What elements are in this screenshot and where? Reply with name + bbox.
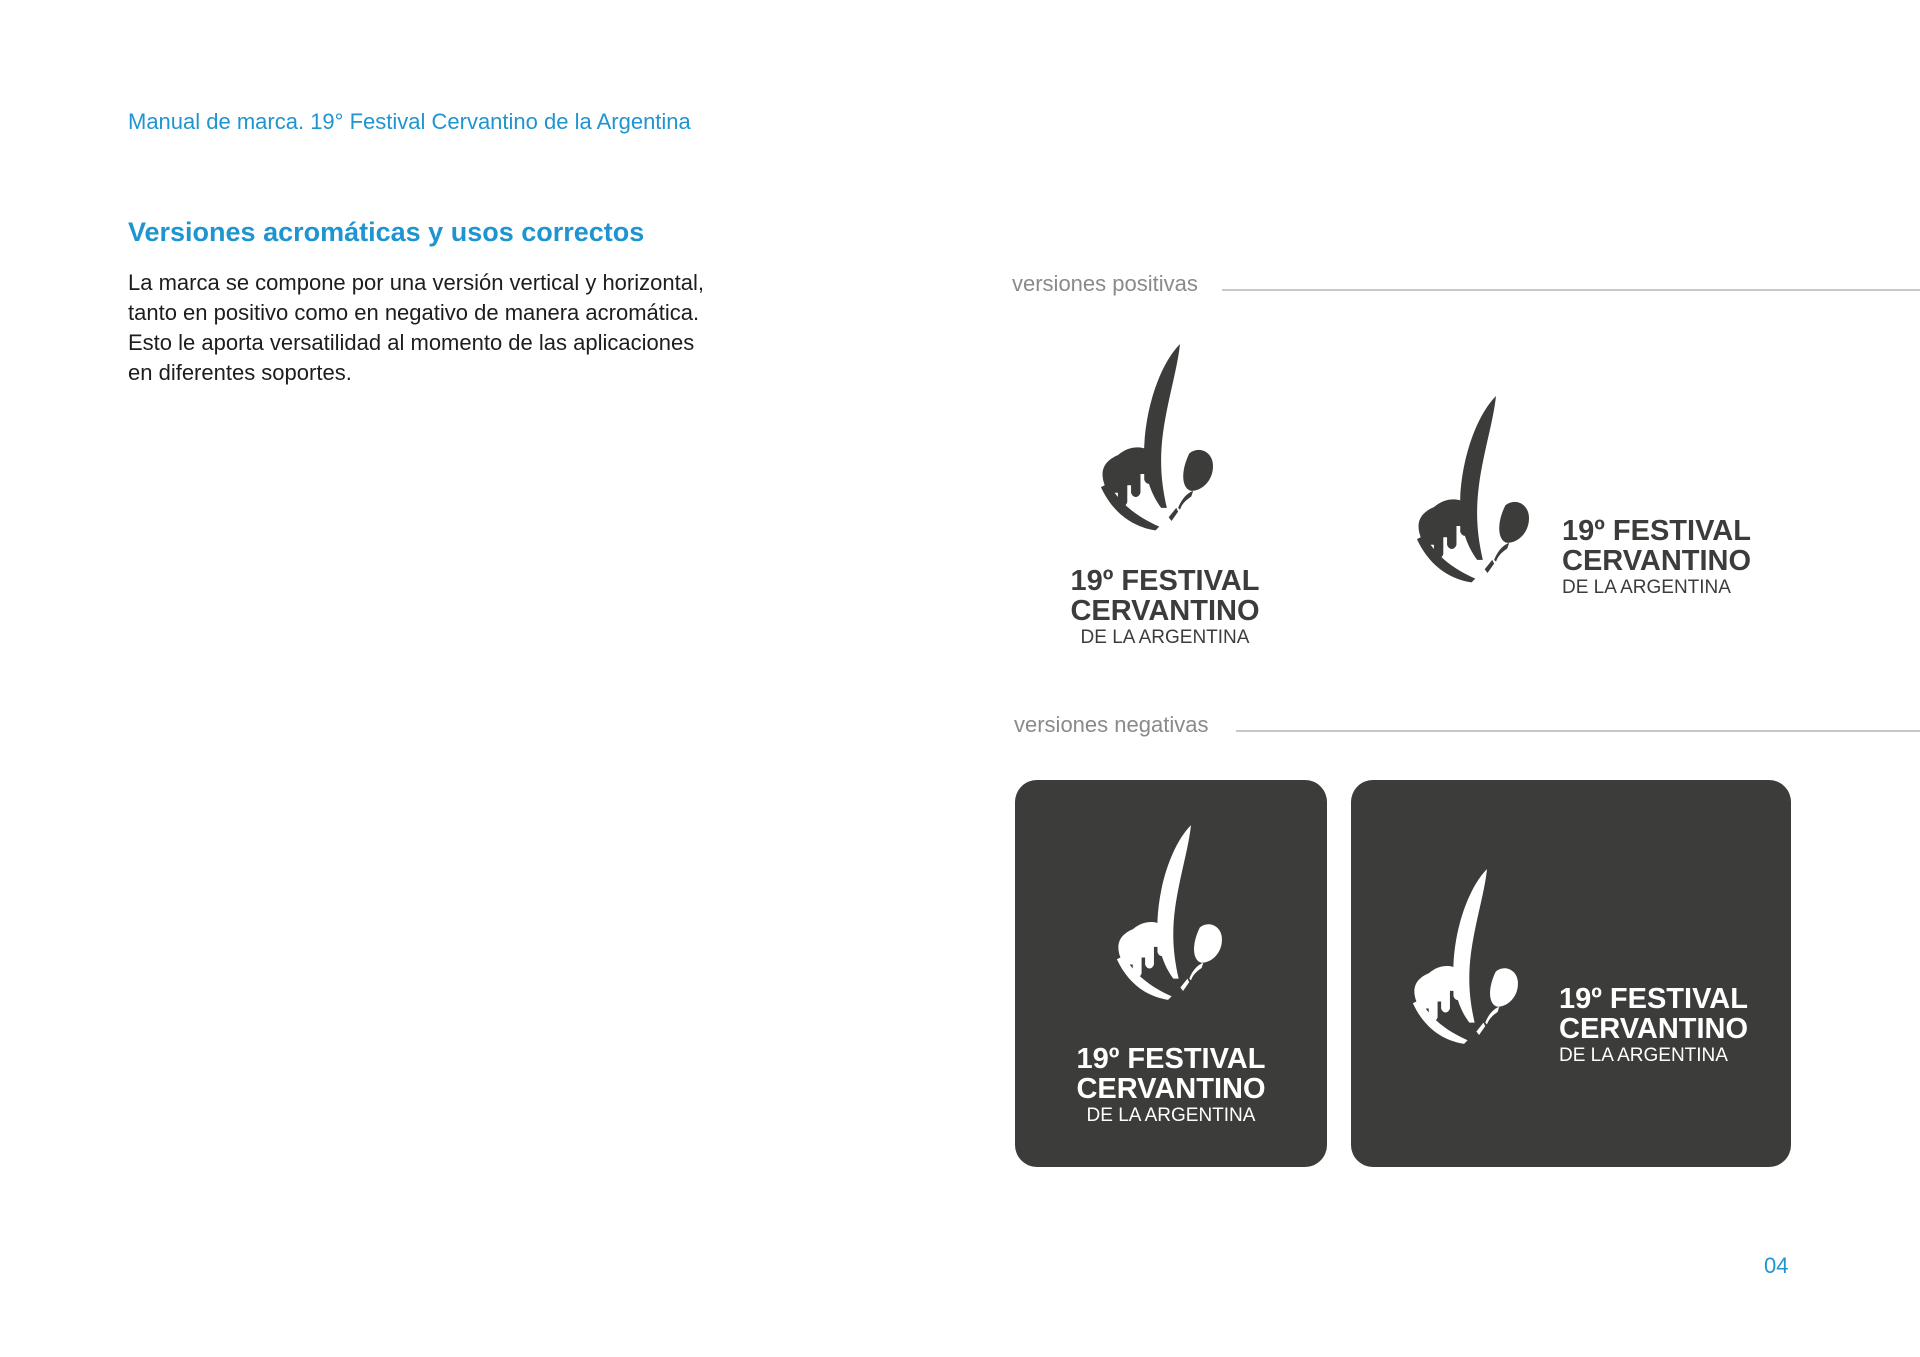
- logo-line-2: CERVANTINO: [1076, 1073, 1266, 1105]
- logo-negative-vertical-card: [1015, 780, 1327, 1167]
- body-paragraph: [128, 268, 768, 388]
- hand-holding-quill-icon: [1397, 860, 1547, 1060]
- logo-wordmark: [1015, 1044, 1327, 1128]
- logo-line-3: DE LA ARGENTINA: [1559, 1045, 1728, 1066]
- running-title: Manual de marca. 19° Festival Cervantino de la Argentina: [128, 109, 691, 134]
- positive-divider: [1222, 289, 1920, 291]
- page-number: 04: [1764, 1253, 1789, 1278]
- logo-line-3: DE LA ARGENTINA: [1080, 627, 1250, 648]
- negative-versions-label: versiones negativas: [1014, 712, 1209, 737]
- negative-divider: [1236, 730, 1920, 732]
- logo-negative-horizontal-card: [1351, 780, 1791, 1167]
- logo-line-2: CERVANTINO: [1559, 1013, 1749, 1045]
- logo-wordmark: [1040, 566, 1290, 650]
- logo-positive-horizontal: [1400, 380, 1760, 610]
- logo-line-2: CERVANTINO: [1562, 545, 1752, 577]
- logo-positive-vertical: [1040, 330, 1290, 660]
- body-line: Esto le aporta versatilidad al momento de las aplicaciones: [128, 330, 695, 355]
- logo-line-3: DE LA ARGENTINA: [1086, 1105, 1256, 1126]
- logo-line-1: 19º FESTIVAL: [1076, 1043, 1266, 1075]
- logo-line-2: CERVANTINO: [1070, 595, 1260, 627]
- logo-line-1: 19º FESTIVAL: [1070, 565, 1260, 597]
- section-title: Versiones acromáticas y usos correctos: [128, 217, 645, 247]
- logo-wordmark: [1559, 984, 1748, 1068]
- logo-line-1: 19º FESTIVAL: [1559, 983, 1748, 1015]
- logo-wordmark: [1562, 516, 1751, 600]
- logo-line-1: 19º FESTIVAL: [1562, 515, 1751, 547]
- body-line: La marca se compone por una versión vertical y horizontal,: [128, 270, 704, 295]
- body-line: en diferentes soportes.: [128, 360, 352, 385]
- hand-holding-quill-icon: [1400, 388, 1560, 598]
- body-line: tanto en positivo como en negativo de manera acromática.: [128, 300, 700, 325]
- logo-line-3: DE LA ARGENTINA: [1562, 577, 1731, 598]
- hand-holding-quill-icon: [1084, 336, 1244, 546]
- positive-versions-label: versiones positivas: [1012, 271, 1198, 296]
- hand-holding-quill-icon: [1101, 816, 1251, 1016]
